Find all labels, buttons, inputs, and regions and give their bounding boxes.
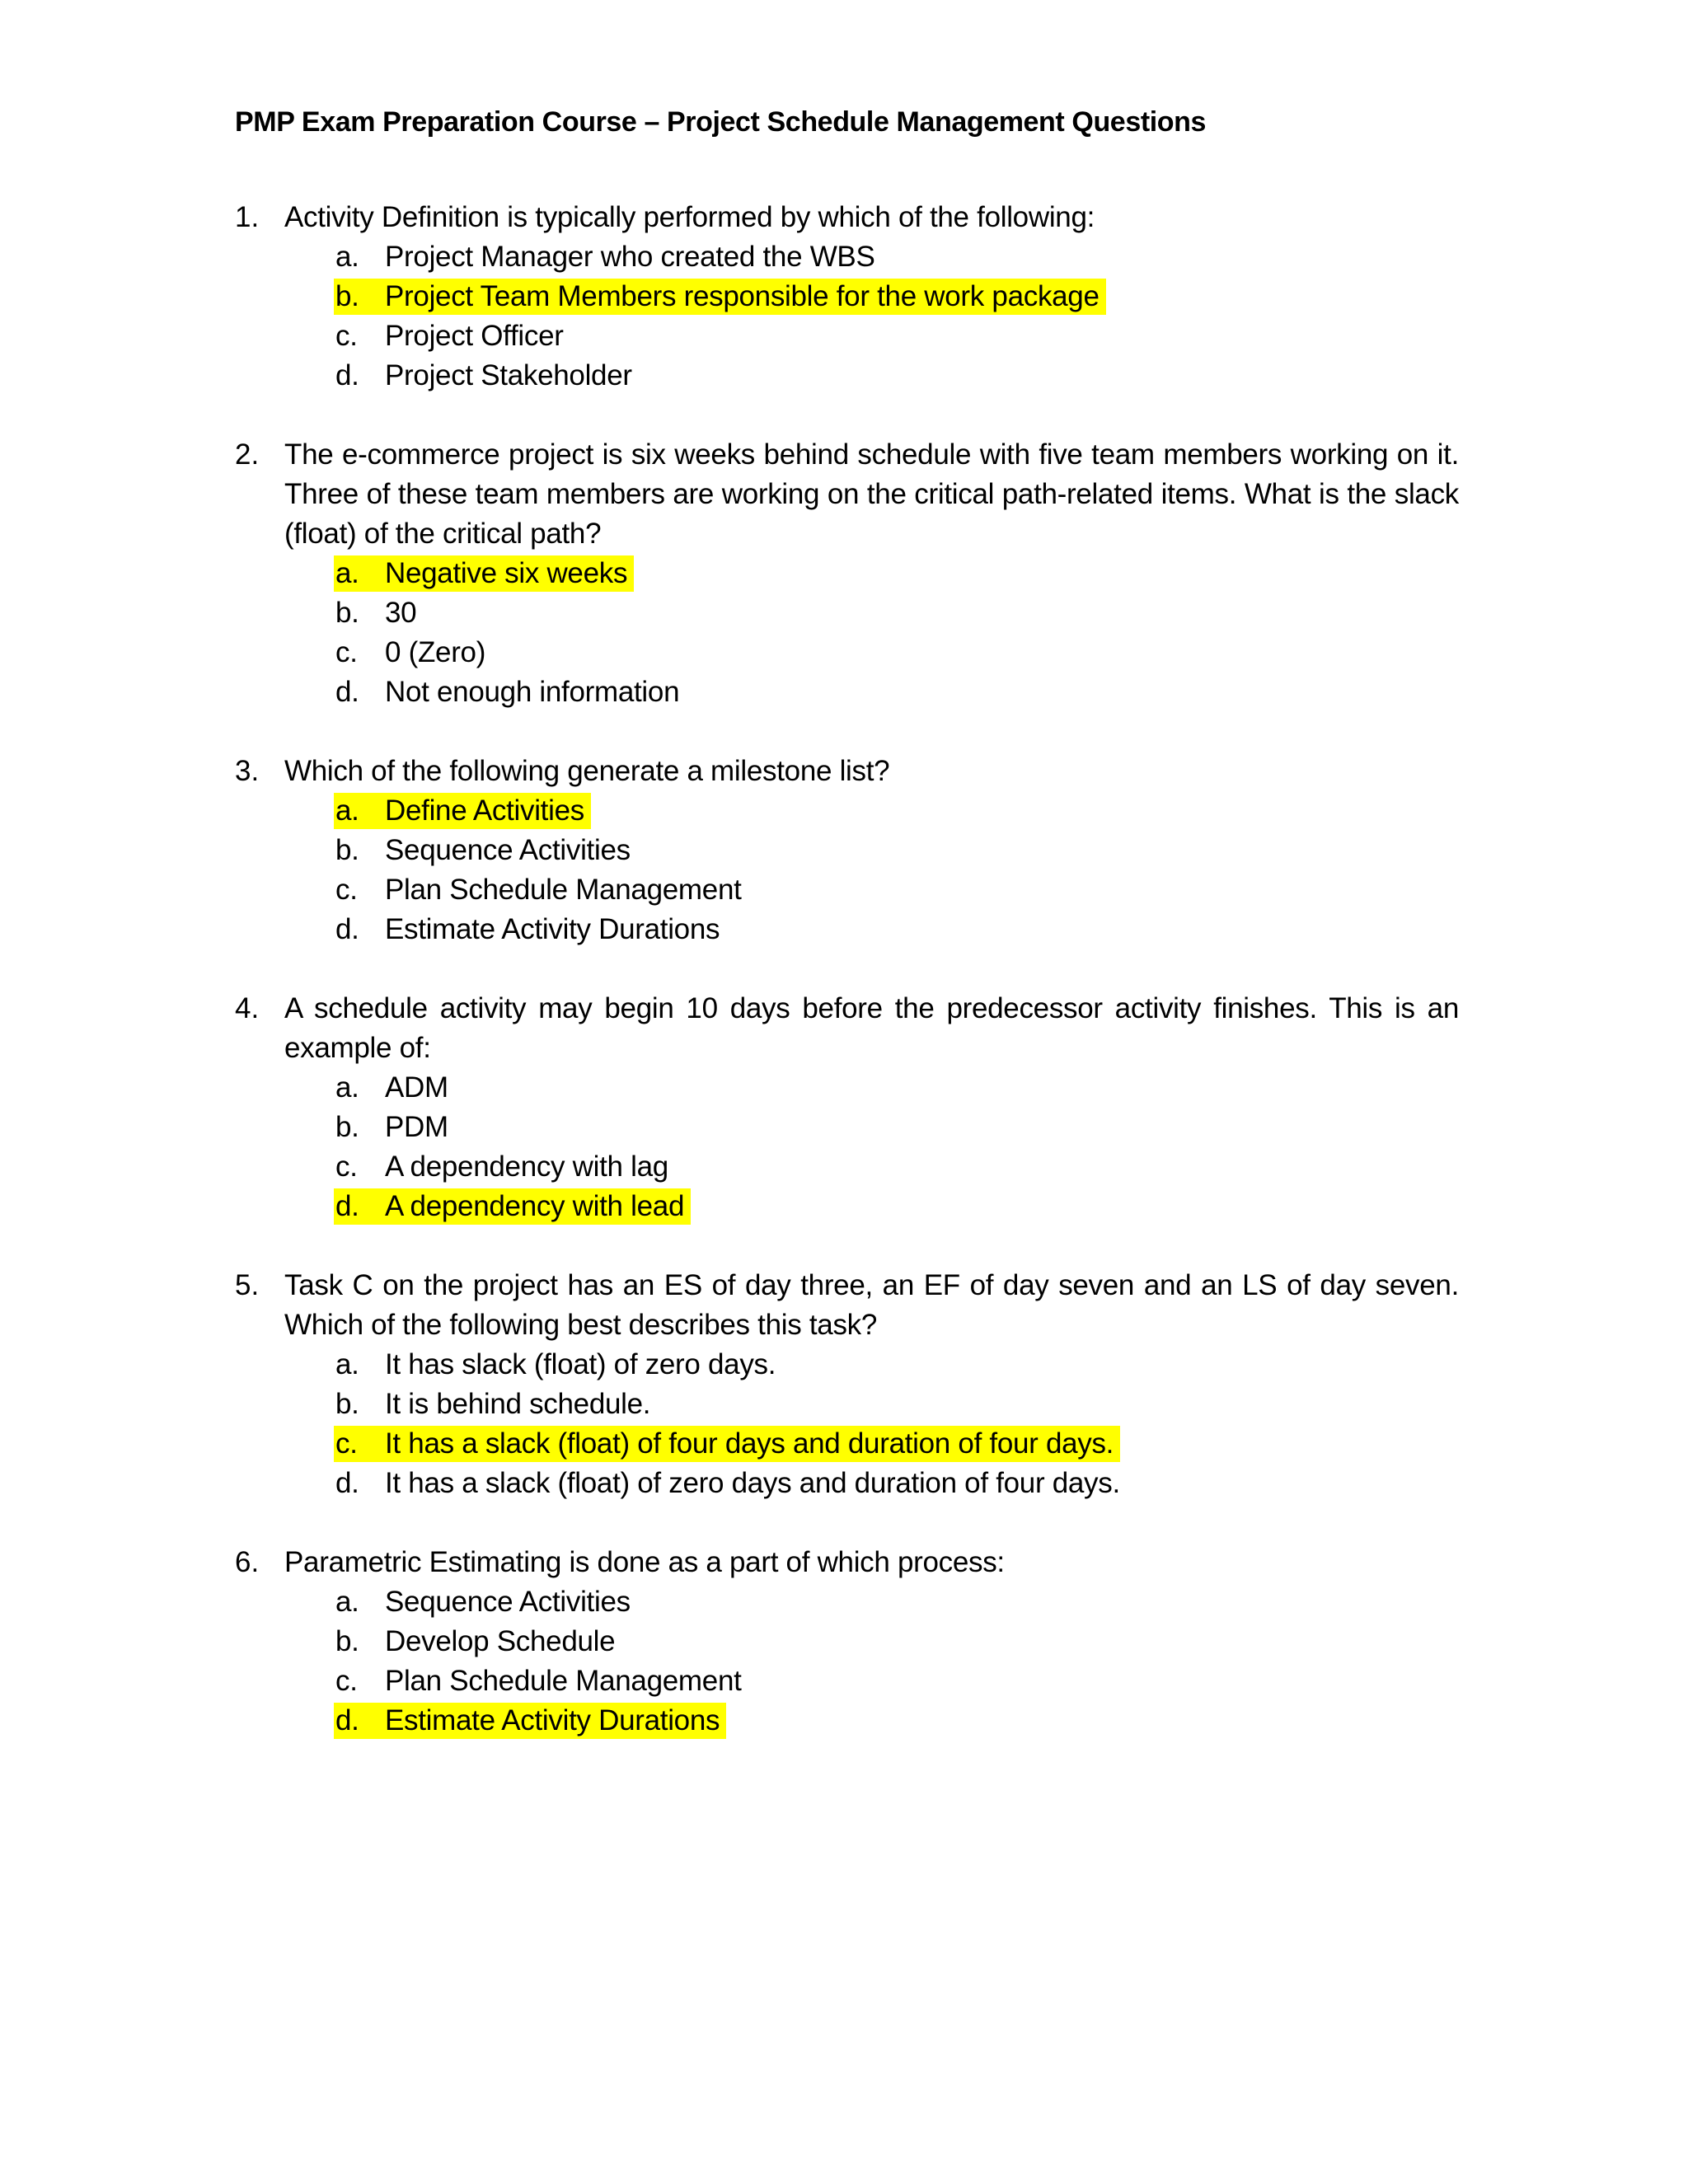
option-text: A dependency with lead — [385, 1190, 685, 1222]
option-text: Project Stakeholder — [385, 359, 632, 391]
option-text: It has a slack (float) of four days and duration of four days. — [385, 1427, 1114, 1460]
option-text: Not enough information — [385, 676, 680, 708]
answer-content — [334, 1465, 1127, 1502]
option-text: It has slack (float) of zero days. — [385, 1348, 776, 1380]
question-number: 4. — [235, 992, 260, 1024]
option-letter: c. — [335, 1427, 358, 1460]
answer-option — [334, 1108, 1459, 1147]
option-letter: c. — [335, 874, 358, 906]
option-letter: d. — [335, 1704, 359, 1736]
question-item — [235, 752, 1459, 949]
option-letter: d. — [335, 359, 359, 391]
question-item — [235, 989, 1459, 1226]
question-item — [235, 1266, 1459, 1503]
option-letter: d. — [335, 913, 359, 945]
answer-highlight — [334, 279, 1106, 315]
option-letter: d. — [335, 1467, 359, 1499]
answer-option-highlighted — [334, 791, 1459, 831]
answer-option — [334, 356, 1459, 396]
option-text: Develop Schedule — [385, 1625, 616, 1657]
option-text: Sequence Activities — [385, 1586, 631, 1618]
answer-highlight — [334, 1703, 726, 1739]
answer-option — [334, 1622, 1459, 1661]
answer-options — [235, 237, 1459, 396]
answer-content — [334, 1386, 657, 1422]
option-letter: b. — [335, 1111, 359, 1143]
answer-content — [334, 912, 726, 948]
question-number: 1. — [235, 201, 260, 233]
option-text: Project Manager who created the WBS — [385, 241, 875, 273]
answer-content — [334, 1663, 748, 1699]
question-text: Parametric Estimating is done as a part of which process: — [284, 1546, 1005, 1578]
answer-option — [334, 673, 1459, 712]
answer-option-highlighted — [334, 1701, 1459, 1741]
answer-option-highlighted — [334, 1187, 1459, 1226]
answer-option — [334, 1068, 1459, 1108]
option-letter: a. — [335, 794, 359, 827]
option-letter: a. — [335, 1348, 359, 1380]
answer-content — [334, 1624, 621, 1660]
answer-content — [334, 832, 637, 869]
answer-option — [334, 870, 1459, 910]
answer-content — [334, 1149, 675, 1185]
option-letter: a. — [335, 241, 359, 273]
option-letter: c. — [335, 636, 358, 668]
option-text: Project Officer — [385, 320, 564, 352]
option-text: ADM — [385, 1071, 448, 1104]
answer-option — [334, 316, 1459, 356]
option-text: Negative six weeks — [385, 557, 628, 589]
answer-content — [334, 635, 492, 671]
answer-option — [334, 910, 1459, 949]
option-text: Plan Schedule Management — [385, 1665, 742, 1697]
answer-highlight — [334, 555, 634, 592]
option-letter: a. — [335, 1586, 359, 1618]
option-letter: b. — [335, 834, 359, 866]
answer-option — [334, 1385, 1459, 1424]
question-text: Activity Definition is typically performed by which of the following: — [284, 201, 1095, 233]
answer-option-highlighted — [334, 554, 1459, 593]
answer-highlight — [334, 1188, 691, 1225]
option-letter: c. — [335, 1151, 358, 1183]
answer-content — [334, 358, 639, 394]
answer-content — [334, 1347, 782, 1383]
option-letter: c. — [335, 1665, 358, 1697]
question-number: 3. — [235, 755, 260, 787]
answer-option — [334, 237, 1459, 277]
question-number: 6. — [235, 1546, 260, 1578]
option-text: It is behind schedule. — [385, 1388, 651, 1420]
question-text: The e-commerce project is six weeks behind schedule with five team members working on it. Three of these team members are working on the critical path-related items. What is the slack (float) of the critical path? — [284, 438, 1459, 550]
option-text: 30 — [385, 597, 417, 629]
option-letter: a. — [335, 557, 359, 589]
answer-option — [334, 1582, 1459, 1622]
answer-content — [334, 318, 570, 354]
answer-option — [334, 1345, 1459, 1385]
answer-content — [334, 595, 423, 631]
option-text: It has a slack (float) of zero days and duration of four days. — [385, 1467, 1120, 1499]
answer-content — [334, 674, 686, 710]
option-text: 0 (Zero) — [385, 636, 486, 668]
answer-options — [235, 554, 1459, 712]
option-letter: d. — [335, 676, 359, 708]
answer-content — [334, 1109, 455, 1146]
answer-option-highlighted — [334, 1424, 1459, 1464]
option-letter: c. — [335, 320, 358, 352]
answer-option — [334, 831, 1459, 870]
option-text: Define Activities — [385, 794, 584, 827]
question-text: Task C on the project has an ES of day three, an EF of day seven and an LS of day seven. Which of the following best describes this task? — [284, 1269, 1459, 1341]
option-letter: d. — [335, 1190, 359, 1222]
option-letter: b. — [335, 597, 359, 629]
question-list — [235, 198, 1459, 1780]
option-letter: b. — [335, 1388, 359, 1420]
option-text: Estimate Activity Durations — [385, 913, 720, 945]
option-text: A dependency with lag — [385, 1151, 668, 1183]
answer-option — [334, 593, 1459, 633]
option-text: Project Team Members responsible for the work package — [385, 280, 1100, 312]
answer-content — [334, 1584, 637, 1620]
option-letter: b. — [335, 1625, 359, 1657]
question-text: Which of the following generate a milestone list? — [284, 755, 890, 787]
answer-option-highlighted — [334, 277, 1459, 316]
answer-options — [235, 791, 1459, 949]
answer-option — [334, 1464, 1459, 1503]
question-item — [235, 1543, 1459, 1741]
answer-option — [334, 1147, 1459, 1187]
answer-highlight — [334, 1426, 1120, 1462]
answer-content — [334, 239, 882, 275]
option-text: PDM — [385, 1111, 448, 1143]
answer-highlight — [334, 793, 591, 829]
option-letter: b. — [335, 280, 359, 312]
answer-content — [334, 1070, 455, 1106]
answer-option — [334, 1661, 1459, 1701]
option-text: Sequence Activities — [385, 834, 631, 866]
question-text: A schedule activity may begin 10 days before the predecessor activity finishes. This is an example of: — [284, 992, 1459, 1064]
answer-content — [334, 872, 748, 908]
answer-options — [235, 1345, 1459, 1503]
answer-options — [235, 1068, 1459, 1226]
answer-options — [235, 1582, 1459, 1741]
option-text: Estimate Activity Durations — [385, 1704, 720, 1736]
question-number: 5. — [235, 1269, 260, 1301]
answer-option — [334, 633, 1459, 673]
option-text: Plan Schedule Management — [385, 874, 742, 906]
document-title: PMP Exam Preparation Course – Project Schedule Management Questions — [235, 106, 1207, 138]
option-letter: a. — [335, 1071, 359, 1104]
question-item — [235, 198, 1459, 396]
question-item — [235, 435, 1459, 712]
question-number: 2. — [235, 438, 260, 471]
